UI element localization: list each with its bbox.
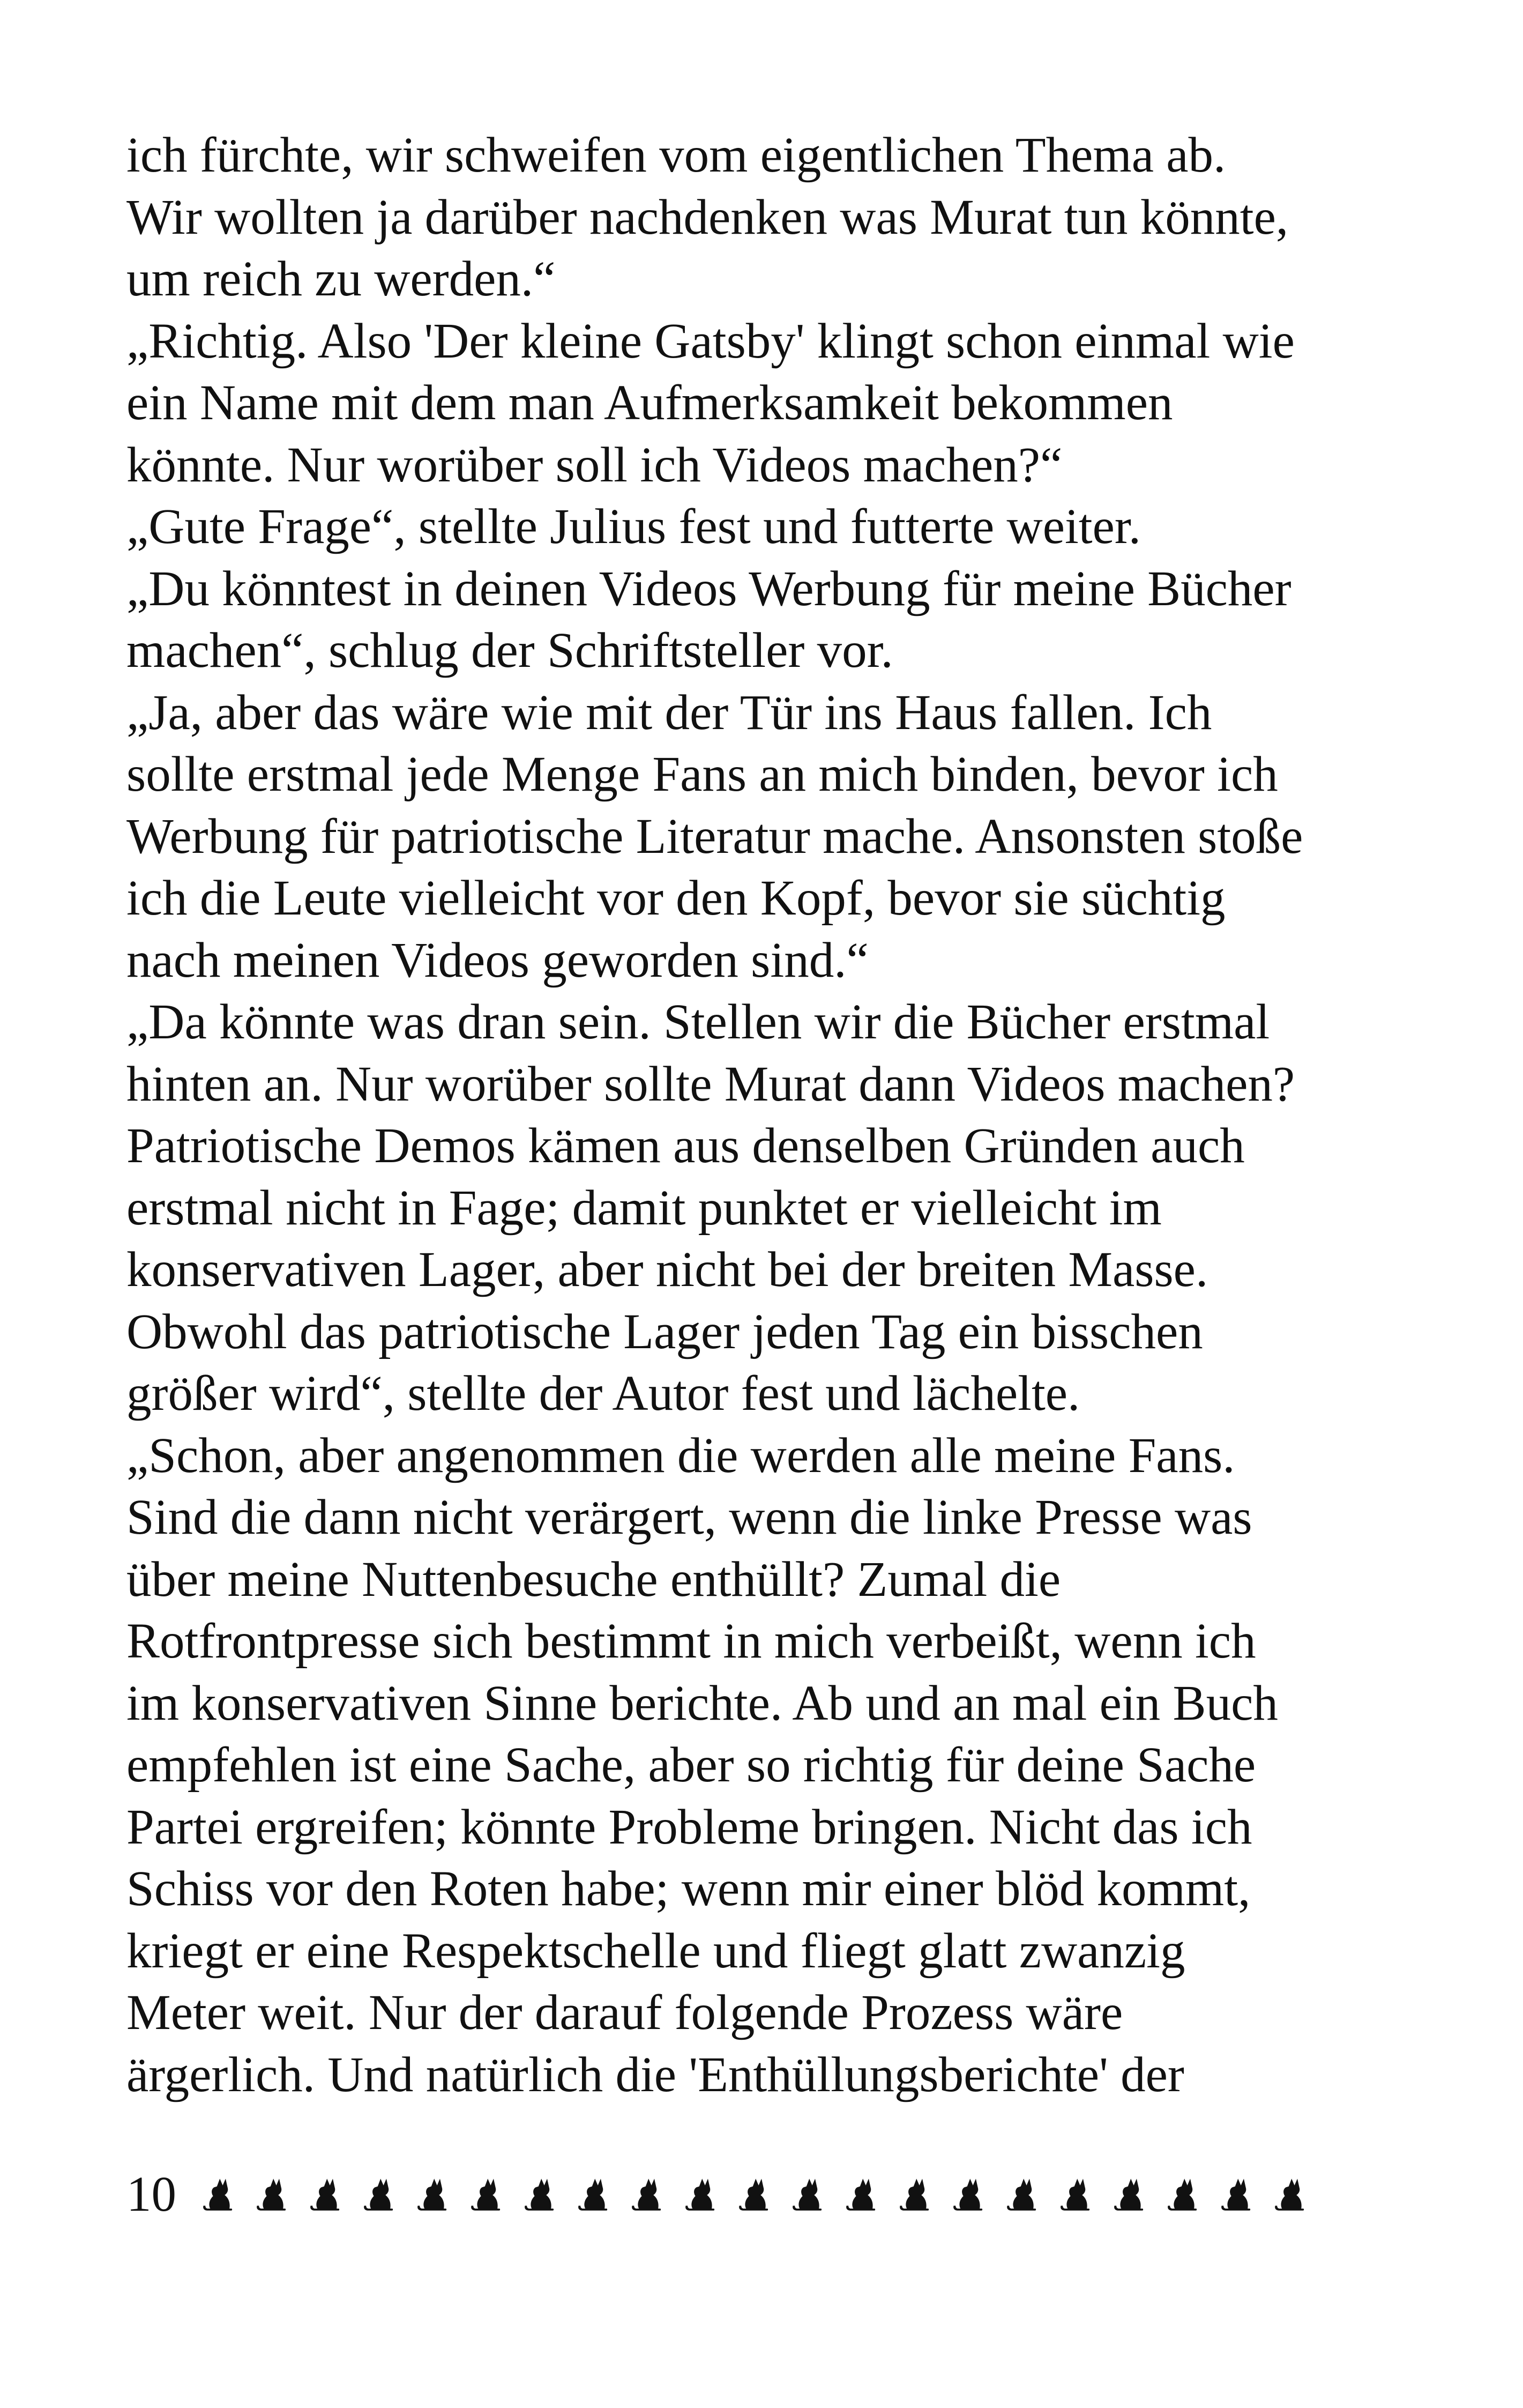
text-line: hinten an. Nur worüber sollte Murat dann Videos machen? bbox=[126, 1056, 1295, 1112]
text-line: Patriotische Demos kämen aus denselben Gründen auch bbox=[126, 1118, 1245, 1173]
text-line: im konservativen Sinne berichte. Ab und an mal ein Buch bbox=[126, 1675, 1278, 1731]
text-line: Obwohl das patriotische Lager jeden Tag ein bisschen bbox=[126, 1304, 1203, 1359]
cat-silhouette-icon bbox=[840, 2175, 878, 2213]
cat-silhouette-icon bbox=[411, 2175, 450, 2213]
cat-silhouette-icon bbox=[1268, 2175, 1307, 2213]
cat-silhouette-icon bbox=[947, 2175, 986, 2213]
text-line: ich fürchte, wir schweifen vom eigentlichen Thema ab. bbox=[126, 128, 1226, 183]
text-line: Partei ergreifen; könnte Probleme bringen. Nicht das ich bbox=[126, 1799, 1252, 1855]
text-line: ärgerlich. Und natürlich die 'Enthüllungsberichte' der bbox=[126, 2047, 1184, 2102]
text-line: Schiss vor den Roten habe; wenn mir einer blöd kommt, bbox=[126, 1861, 1251, 1916]
cat-silhouette-icon bbox=[197, 2175, 235, 2213]
text-line: ich die Leute vielleicht vor den Kopf, bevor sie süchtig bbox=[126, 871, 1226, 926]
text-line: um reich zu werden.“ bbox=[126, 251, 556, 307]
text-line: empfehlen ist eine Sache, aber so richtig für deine Sache bbox=[126, 1737, 1256, 1793]
cat-silhouette-icon bbox=[625, 2175, 664, 2213]
page-body-text bbox=[126, 124, 1413, 2106]
cat-silhouette-icon bbox=[679, 2175, 718, 2213]
text-line: Meter weit. Nur der darauf folgende Prozess wäre bbox=[126, 1985, 1123, 2040]
text-line: Rotfrontpresse sich bestimmt in mich verbeißt, wenn ich bbox=[126, 1614, 1256, 1669]
cat-silhouette-icon bbox=[572, 2175, 610, 2213]
text-line: „Schon, aber angenommen die werden alle meine Fans. bbox=[126, 1428, 1235, 1483]
text-line: sollte erstmal jede Menge Fans an mich binden, bevor ich bbox=[126, 747, 1278, 802]
text-line: konservativen Lager, aber nicht bei der breiten Masse. bbox=[126, 1242, 1208, 1297]
cat-silhouette-icon bbox=[1108, 2175, 1146, 2213]
text-line: größer wird“, stellte der Autor fest und lächelte. bbox=[126, 1366, 1080, 1421]
text-line: „Da könnte was dran sein. Stellen wir die Bücher erstmal bbox=[126, 994, 1270, 1050]
text-line: könnte. Nur worüber soll ich Videos machen?“ bbox=[126, 437, 1063, 493]
text-line: nach meinen Videos geworden sind.“ bbox=[126, 932, 869, 988]
cat-silhouette-icon bbox=[1161, 2175, 1200, 2213]
text-line: „Ja, aber das wäre wie mit der Tür ins Haus fallen. Ich bbox=[126, 685, 1212, 740]
page-number: 10 bbox=[126, 2166, 176, 2222]
cat-silhouette-icon bbox=[518, 2175, 557, 2213]
text-line: erstmal nicht in Fage; damit punktet er vielleicht im bbox=[126, 1180, 1162, 1236]
cat-silhouette-icon bbox=[304, 2175, 342, 2213]
text-line: Sind die dann nicht verärgert, wenn die linke Presse was bbox=[126, 1490, 1252, 1545]
cat-silhouette-icon bbox=[1054, 2175, 1093, 2213]
text-line: „Du könntest in deinen Videos Werbung für meine Bücher bbox=[126, 561, 1291, 616]
cat-silhouette-icon bbox=[465, 2175, 503, 2213]
text-line: Werbung für patriotische Literatur mache. Ansonsten stoße bbox=[126, 808, 1303, 864]
cat-silhouette-icon bbox=[733, 2175, 771, 2213]
cat-silhouette-icon bbox=[893, 2175, 932, 2213]
text-line: kriegt er eine Respektschelle und fliegt glatt zwanzig bbox=[126, 1923, 1185, 1979]
cat-silhouette-icon bbox=[357, 2175, 396, 2213]
cat-silhouette-icon bbox=[1001, 2175, 1039, 2213]
cat-silhouette-icon bbox=[786, 2175, 825, 2213]
text-line: machen“, schlug der Schriftsteller vor. bbox=[126, 623, 893, 678]
cat-ornament-row bbox=[197, 2175, 1307, 2213]
text-line: Wir wollten ja darüber nachdenken was Murat tun könnte, bbox=[126, 189, 1289, 245]
page-footer bbox=[126, 2159, 1307, 2229]
text-line: „Richtig. Also 'Der kleine Gatsby' klingt schon einmal wie bbox=[126, 313, 1295, 369]
text-line: ein Name mit dem man Aufmerksamkeit bekommen bbox=[126, 375, 1173, 430]
cat-silhouette-icon bbox=[1215, 2175, 1253, 2213]
cat-silhouette-icon bbox=[250, 2175, 289, 2213]
text-line: „Gute Frage“, stellte Julius fest und futterte weiter. bbox=[126, 499, 1141, 554]
text-line: über meine Nuttenbesuche enthüllt? Zumal die bbox=[126, 1551, 1061, 1607]
